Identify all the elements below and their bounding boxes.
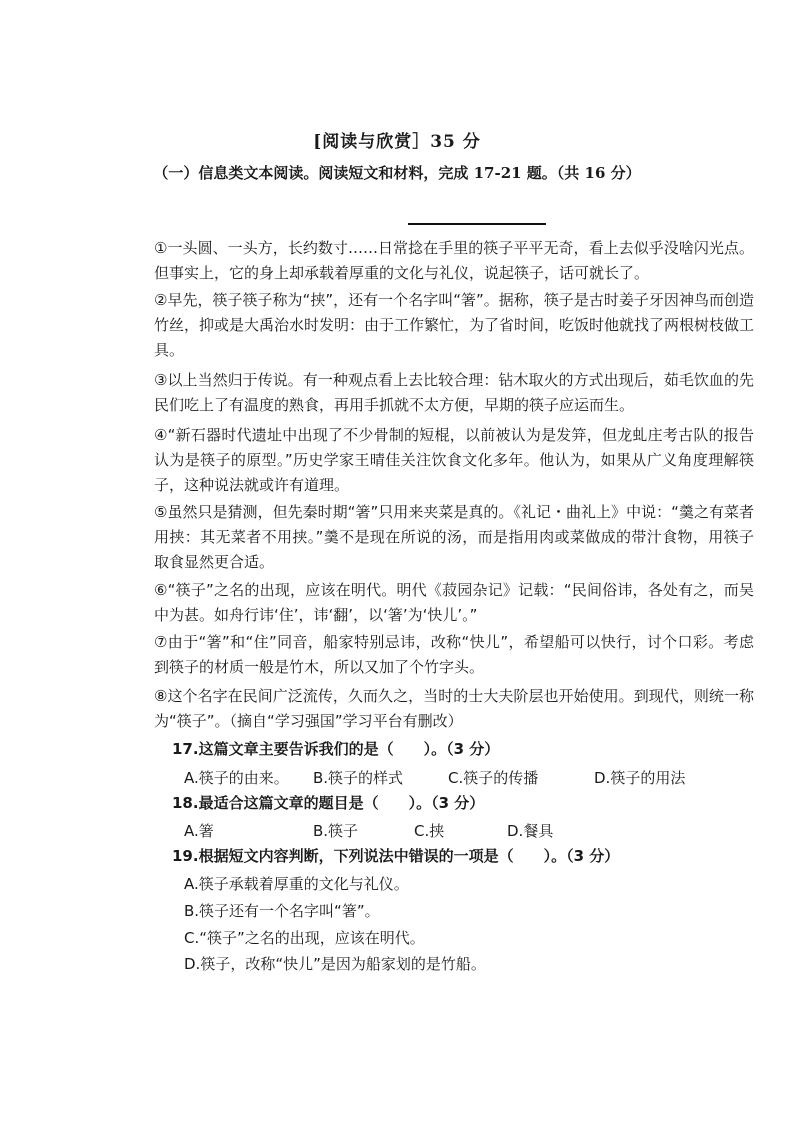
q19-option-c[interactable]: C.“筷子”之名的出现，应该在明代。 bbox=[184, 929, 425, 947]
paragraph-4: ④“新石器时代遗址中出现了不少骨制的短棍，以前被认为是发笄，但龙虬庄考古队的报告认为是筷子的原型。”历史学家王晴佳关注饮食文化多年。他认为，如果从广义角度理解筷子，这种说法就或许有道理。 bbox=[154, 426, 754, 494]
q19-option-d[interactable]: D.筷子，改称“快儿”是因为船家划的是竹船。 bbox=[184, 955, 486, 973]
q17-option-b[interactable]: B.筷子的样式 bbox=[313, 769, 404, 787]
paragraph-1: ①一头圆、一头方，长约数寸……日常捻在手里的筷子平平无奇，看上去似乎没啥闪光点。但事实上，它的身上却承载着厚重的文化与礼仪，说起筷子，话可就长了。 bbox=[154, 239, 754, 282]
q17-option-c[interactable]: C.筷子的传播 bbox=[448, 769, 539, 787]
section-title: [阅读与欣赏］35 分 bbox=[313, 132, 481, 152]
sub-title: （一）信息类文本阅读。阅读短文和材料，完成 17-21 题。（共 16 分） bbox=[153, 164, 641, 182]
q17-option-a[interactable]: A.筷子的由来。 bbox=[184, 769, 289, 787]
q18-option-a[interactable]: A.箸 bbox=[184, 822, 214, 840]
title-divider bbox=[408, 223, 546, 225]
paragraph-3: ③以上当然归于传说。有一种观点看上去比较合理：钻木取火的方式出现后，茹毛饮血的先民们吃上了有温度的熟食，再用手抓就不太方便，早期的筷子应运而生。 bbox=[154, 371, 754, 414]
q19-option-a[interactable]: A.筷子承载着厚重的文化与礼仪。 bbox=[184, 875, 409, 893]
question-17-stem: 17.这篇文章主要告诉我们的是（ ）。（3 分） bbox=[172, 740, 500, 758]
paragraph-8: ⑧这个名字在民间广泛流传，久而久之，当时的士大夫阶层也开始使用。到现代，则统一称为“筷子”。（摘自“学习强国”学习平台有删改） bbox=[154, 687, 754, 730]
q17-option-d[interactable]: D.筷子的用法 bbox=[594, 769, 686, 787]
q18-option-b[interactable]: B.筷子 bbox=[313, 822, 359, 840]
q18-option-d[interactable]: D.餐具 bbox=[507, 822, 554, 840]
question-19-stem: 19.根据短文内容判断，下列说法中错误的一项是（ ）。（3 分） bbox=[172, 847, 620, 865]
q19-option-b[interactable]: B.筷子还有一个名字叫“箸”。 bbox=[184, 902, 380, 920]
paragraph-7: ⑦由于“箸”和“住”同音，船家特别忌讳，改称“快儿”，希望船可以快行，讨个口彩。考虑到筷子的材质一般是竹木，所以又加了个竹字头。 bbox=[154, 633, 754, 676]
q18-option-c[interactable]: C.挟 bbox=[414, 822, 445, 840]
paragraph-5: ⑤虽然只是猜测，但先秦时期“箸”只用来夹菜是真的。《礼记・曲礼上》中说：“羹之有菜者用挟：其无菜者不用挟。”羹不是现在所说的汤，而是指用肉或菜做成的带汁食物，用筷子取食显然更合适。 bbox=[154, 503, 754, 571]
question-18-stem: 18.最适合这篇文章的题目是（ ）。（3 分） bbox=[172, 794, 485, 812]
paragraph-2: ②早先，筷子筷子称为“挟”，还有一个名字叫“箸”。据称，筷子是古时姜子牙因神鸟而创造竹丝，抑或是大禹治水时发明：由于工作繁忙，为了省时间，吃饭时他就找了两根树枝做工具。 bbox=[154, 291, 755, 359]
paragraph-6: ⑥“筷子”之名的出现，应该在明代。明代《菽园杂记》记载：“民间俗讳，各处有之，而吴中为甚。如舟行讳‘住’，讳‘翻’，以‘箸’为‘快儿’。” bbox=[154, 581, 754, 624]
